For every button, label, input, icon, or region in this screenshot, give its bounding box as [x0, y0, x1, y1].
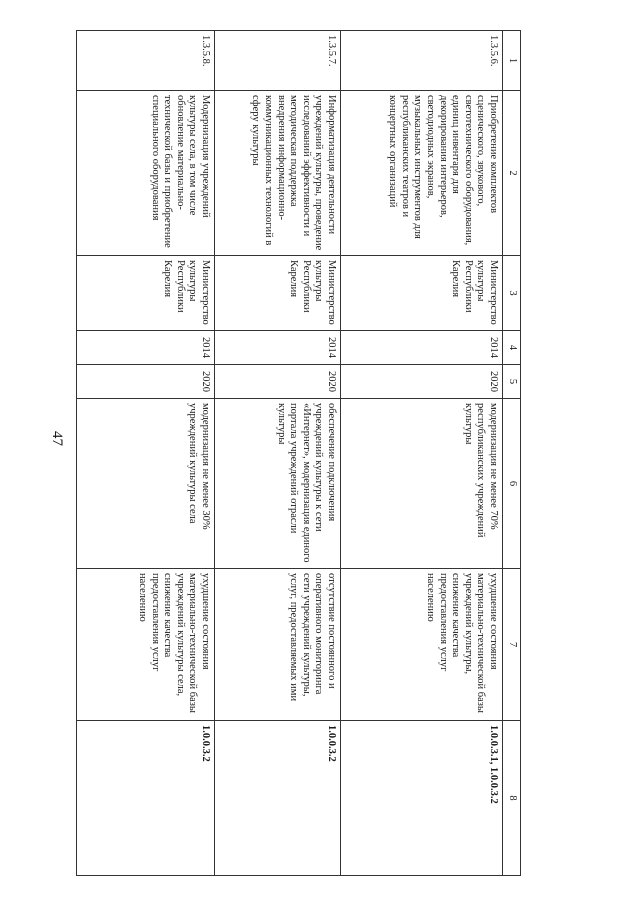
table-row — [77, 31, 215, 876]
indicators-cell: 1.0.0.3.2 — [77, 721, 215, 876]
column-header: 8 — [503, 721, 521, 876]
table-row — [215, 31, 341, 876]
program-table — [76, 30, 521, 876]
column-header: 3 — [503, 256, 521, 331]
start-year-cell: 2014 — [341, 331, 503, 365]
column-header: 2 — [503, 91, 521, 256]
consequences-cell: ухудшение состояния материально-технической базы учреждений культуры села, снижение качества предоставления услуг населению — [77, 569, 215, 721]
activity-name-cell: Приобретение комплектов сценического, звукового, светотехнического оборудования, единиц инвентаря для декорирования интерьеров, светодиодных экранов, музыкальных инструментов для республиканских театров и концертных организаций — [341, 91, 503, 256]
start-year-cell: 2014 — [77, 331, 215, 365]
column-header: 1 — [503, 31, 521, 91]
row-id-cell: 1.3.5.7. — [215, 31, 341, 91]
column-header: 7 — [503, 569, 521, 721]
expected-result-cell: модернизация не менее 70% республиканских учреждений культуры — [341, 399, 503, 569]
end-year-cell: 2020 — [341, 365, 503, 399]
indicators-cell: 1.0.0.3.1, 1.0.0.3.2 — [341, 721, 503, 876]
end-year-cell: 2020 — [215, 365, 341, 399]
column-header: 5 — [503, 365, 521, 399]
table-row — [341, 31, 503, 876]
indicators-cell: 1.0.0.3.2 — [215, 721, 341, 876]
row-id-cell: 1.3.5.8. — [77, 31, 215, 91]
expected-result-cell: обеспечение подключения учреждений культуры к сети «Интернет», модернизация единого портала учреждений отрасли культуры — [215, 399, 341, 569]
executor-cell: Министерство культуры Республики Карелия — [77, 256, 215, 331]
activity-name-cell: Модернизация учреждений культуры села, в том числе обновление материально-технической базы и приобретение специального оборудования — [77, 91, 215, 256]
activity-name-cell: Информатизация деятельности учреждений культуры, проведение исследований эффективности и методическая поддержка внедрения информационно-коммуникационных технологий в сферу культуры — [215, 91, 341, 256]
header-row — [503, 31, 521, 876]
row-id-cell: 1.3.5.6. — [341, 31, 503, 91]
consequences-cell: отсутствие постоянного и оперативного мониторинга сети учреждений культуры, услуг, предоставляемых ими — [215, 569, 341, 721]
rotated-table-container — [76, 30, 521, 875]
page-number: 47 — [49, 431, 65, 446]
executor-cell: Министерство культуры Республики Карелия — [341, 256, 503, 331]
column-header: 6 — [503, 399, 521, 569]
expected-result-cell: модернизация не менее 30% учреждений культуры села — [77, 399, 215, 569]
executor-cell: Министерство культуры Республики Карелия — [215, 256, 341, 331]
start-year-cell: 2014 — [215, 331, 341, 365]
consequences-cell: ухудшение состояния материально-технической базы учреждений культуры, снижение качества предоставления услуг населению — [341, 569, 503, 721]
end-year-cell: 2020 — [77, 365, 215, 399]
column-header: 4 — [503, 331, 521, 365]
